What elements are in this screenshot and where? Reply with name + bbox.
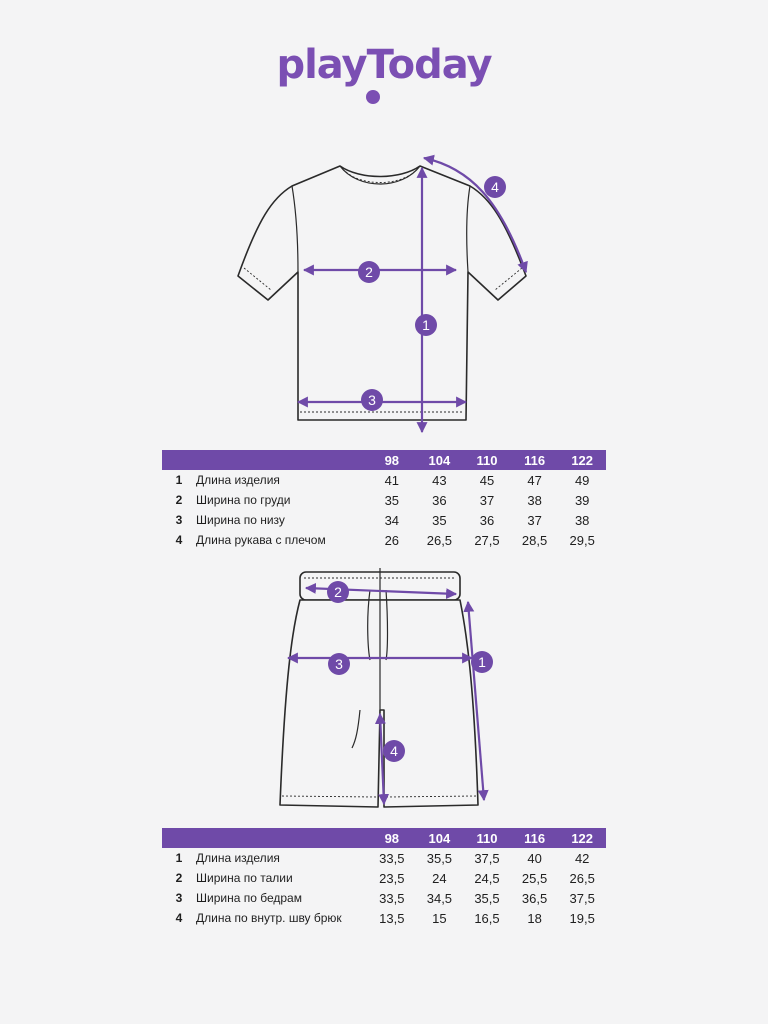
logo-text: playToday bbox=[276, 42, 492, 88]
row-number: 1 bbox=[175, 851, 183, 865]
table-row bbox=[162, 848, 606, 868]
measure-value: 34,5 bbox=[426, 890, 453, 906]
row-number: 3 bbox=[175, 891, 183, 905]
measure-value: 27,5 bbox=[474, 532, 500, 548]
measure-value: 37 bbox=[479, 492, 495, 508]
measure-name: Длина рукава с плечом bbox=[196, 533, 326, 547]
size-header: 116 bbox=[511, 828, 559, 848]
table-row bbox=[162, 908, 606, 928]
size-header: 122 bbox=[558, 450, 606, 470]
tshirt-table-header bbox=[162, 450, 606, 470]
measure-name: Ширина по бедрам bbox=[196, 891, 302, 905]
size-header: 122 bbox=[558, 828, 606, 848]
measure-value: 28,5 bbox=[521, 532, 548, 548]
measure-value: 42 bbox=[574, 850, 590, 866]
size-header: 104 bbox=[416, 828, 464, 848]
size-header: 98 bbox=[368, 828, 416, 848]
measure-value: 19,5 bbox=[569, 910, 595, 926]
brand-logo bbox=[0, 42, 768, 88]
svg-text:1: 1 bbox=[422, 317, 430, 333]
measure-value: 24 bbox=[432, 870, 447, 886]
measure-value: 45 bbox=[479, 472, 495, 488]
measure-value: 38 bbox=[527, 492, 542, 508]
measure-value: 37,5 bbox=[569, 890, 595, 906]
measure-name: Ширина по груди bbox=[196, 493, 291, 507]
shorts-marker-2 bbox=[327, 581, 349, 603]
measure-value: 13,5 bbox=[379, 910, 405, 926]
row-number: 4 bbox=[175, 533, 183, 547]
table-row bbox=[162, 888, 606, 908]
row-number: 2 bbox=[175, 493, 183, 507]
shorts-size-table bbox=[162, 828, 606, 928]
table-row bbox=[162, 868, 606, 888]
measure-value: 18 bbox=[527, 910, 542, 926]
measure-value: 33,5 bbox=[379, 850, 405, 866]
header-blank bbox=[196, 828, 368, 848]
svg-text:3: 3 bbox=[335, 656, 343, 672]
measure-name: Длина изделия bbox=[196, 851, 280, 865]
measure-value: 33,5 bbox=[379, 890, 405, 906]
measure-value: 35,5 bbox=[474, 890, 500, 906]
measure-value: 36 bbox=[432, 492, 447, 508]
measure-value: 29,5 bbox=[569, 532, 595, 548]
table-row bbox=[162, 470, 606, 490]
svg-text:4: 4 bbox=[491, 179, 499, 195]
measure-value: 26,5 bbox=[569, 870, 595, 886]
header-blank bbox=[196, 450, 368, 470]
measure-value: 16,5 bbox=[474, 910, 500, 926]
row-number: 4 bbox=[175, 911, 183, 925]
measure-name: Длина изделия bbox=[196, 473, 280, 487]
measure-value: 40 bbox=[527, 850, 542, 866]
tshirt-marker-4 bbox=[484, 176, 506, 198]
shorts-marker-3 bbox=[328, 653, 350, 675]
header-blank bbox=[162, 828, 196, 848]
row-number: 1 bbox=[175, 473, 183, 487]
measure-name: Ширина по талии bbox=[196, 871, 293, 885]
size-header: 98 bbox=[368, 450, 416, 470]
measure-name: Длина по внутр. шву брюк bbox=[196, 911, 342, 925]
table-row bbox=[162, 490, 606, 510]
tshirt-size-table bbox=[162, 450, 606, 550]
svg-text:1: 1 bbox=[478, 654, 486, 670]
table-row bbox=[162, 510, 606, 530]
measure-value: 25,5 bbox=[521, 870, 548, 886]
measure-name: Ширина по низу bbox=[196, 513, 285, 527]
shorts-table-header bbox=[162, 828, 606, 848]
tshirt-outline bbox=[238, 166, 526, 420]
measure-value: 49 bbox=[574, 472, 590, 488]
shorts-marker-4 bbox=[383, 740, 405, 762]
shorts-outline bbox=[280, 572, 478, 807]
measure-value: 41 bbox=[384, 472, 400, 488]
measure-value: 35,5 bbox=[426, 850, 453, 866]
measure-value: 36,5 bbox=[521, 890, 548, 906]
tshirt-diagram bbox=[0, 150, 768, 445]
tshirt-marker-3 bbox=[361, 389, 383, 411]
size-header: 104 bbox=[416, 450, 464, 470]
logo-dot bbox=[366, 90, 380, 104]
table-row bbox=[162, 530, 606, 550]
row-number: 2 bbox=[175, 871, 183, 885]
row-number: 3 bbox=[175, 513, 183, 527]
svg-text:4: 4 bbox=[390, 743, 398, 759]
shorts-marker-1 bbox=[471, 651, 493, 673]
shorts-diagram bbox=[0, 560, 768, 820]
measure-value: 37,5 bbox=[474, 850, 500, 866]
size-header: 110 bbox=[463, 828, 511, 848]
svg-text:3: 3 bbox=[368, 392, 376, 408]
svg-text:2: 2 bbox=[365, 264, 373, 280]
measure-value: 39 bbox=[574, 492, 590, 508]
measure-value: 37 bbox=[527, 512, 542, 528]
measure-value: 26 bbox=[384, 532, 400, 548]
size-header: 110 bbox=[463, 450, 511, 470]
measure-value: 24,5 bbox=[474, 870, 500, 886]
header-blank bbox=[162, 450, 196, 470]
measure-value: 34 bbox=[384, 512, 400, 528]
measure-value: 36 bbox=[479, 512, 495, 528]
svg-text:2: 2 bbox=[334, 584, 342, 600]
size-header: 116 bbox=[511, 450, 559, 470]
measure-value: 43 bbox=[432, 472, 447, 488]
tshirt-marker-1 bbox=[415, 314, 437, 336]
measure-value: 26,5 bbox=[426, 532, 453, 548]
measure-value: 15 bbox=[432, 910, 447, 926]
measure-value: 23,5 bbox=[379, 870, 405, 886]
measure-value: 35 bbox=[384, 492, 400, 508]
tshirt-marker-2 bbox=[358, 261, 380, 283]
measure-value: 35 bbox=[432, 512, 447, 528]
measure-value: 38 bbox=[574, 512, 590, 528]
measure-value: 47 bbox=[527, 472, 542, 488]
